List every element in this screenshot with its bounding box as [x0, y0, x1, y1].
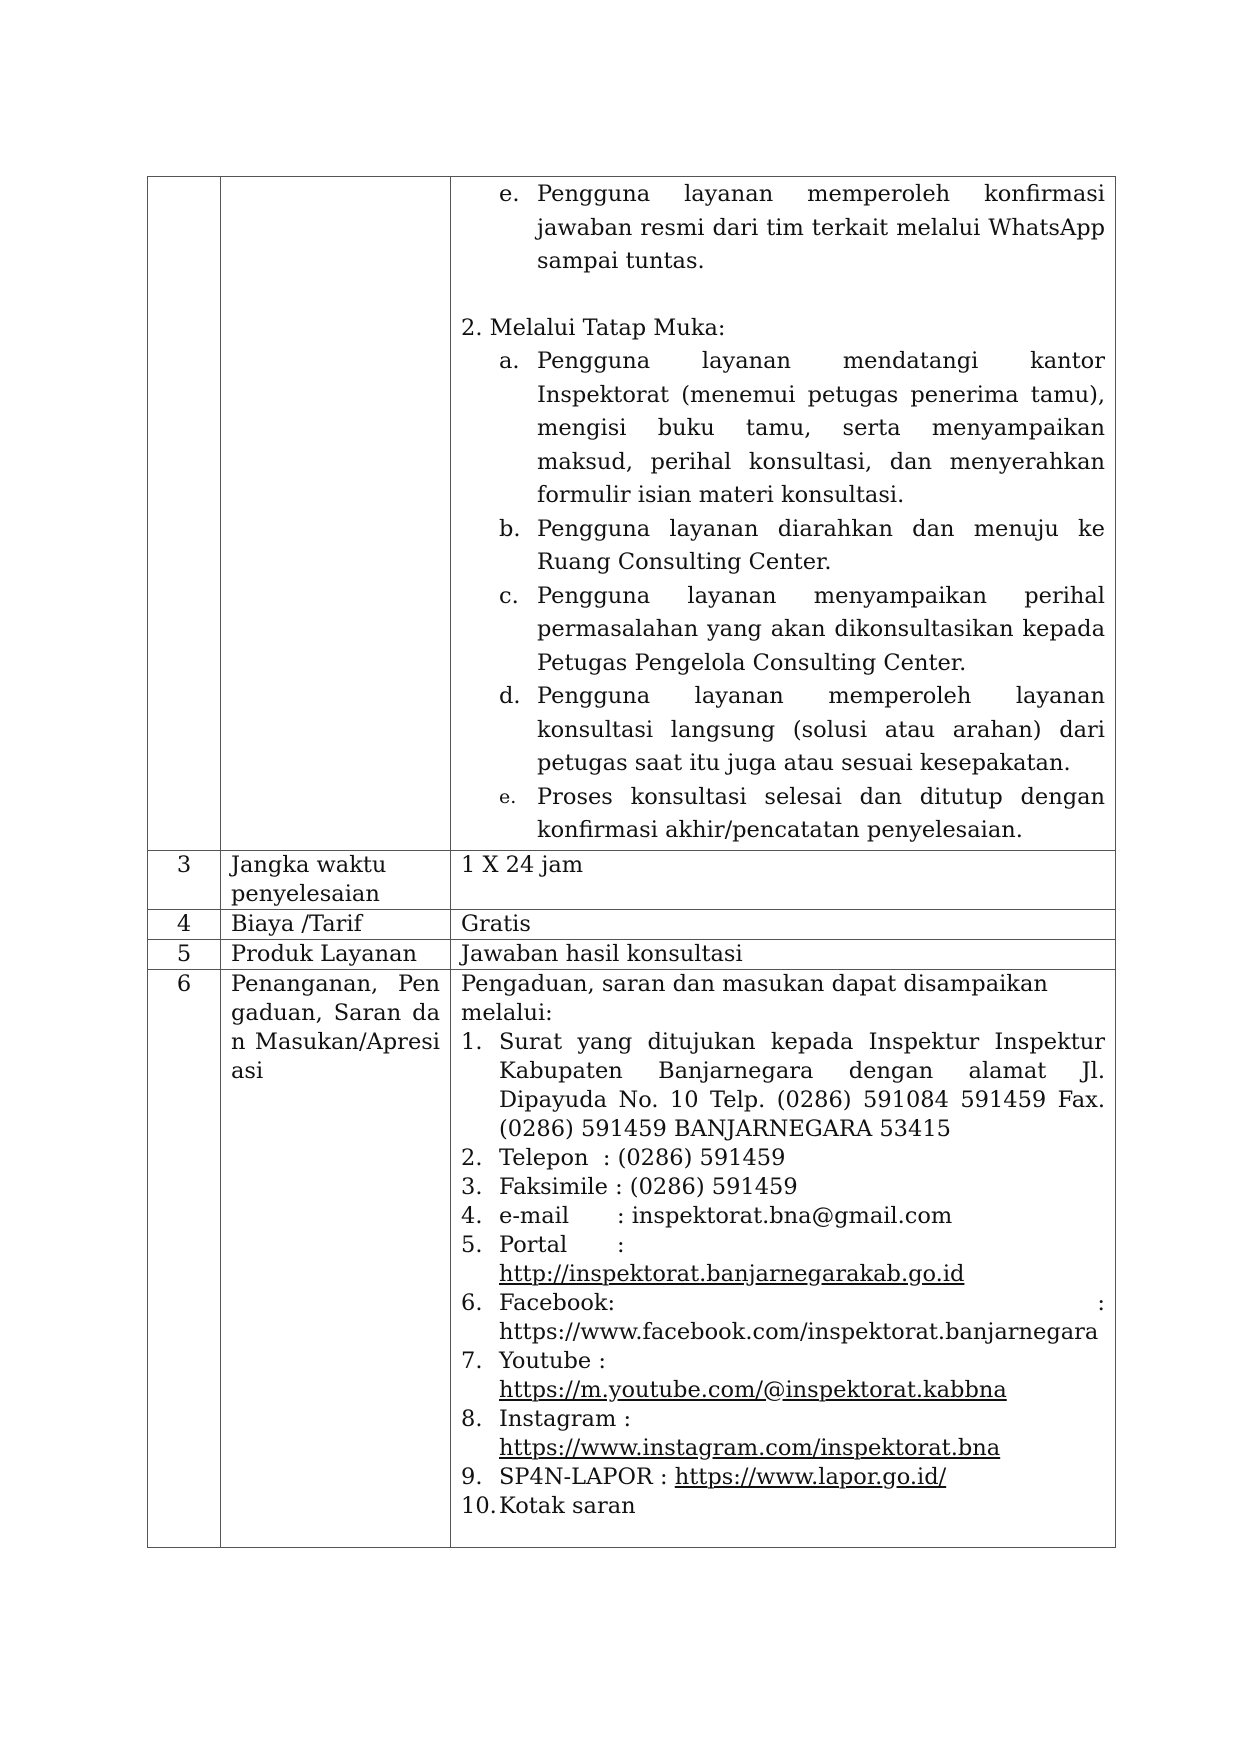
list-marker: 7.	[461, 1347, 483, 1374]
list-text: Pengguna layanan diarahkan dan menuju ke Ruang Consulting Center.	[537, 515, 1105, 575]
list-marker: e.	[499, 785, 517, 808]
list-item	[461, 1231, 1105, 1289]
channel-label: Youtube :	[499, 1347, 606, 1374]
list-marker: d.	[499, 683, 521, 709]
lapor-link[interactable]: https://www.lapor.go.id/	[674, 1463, 947, 1490]
list-item	[461, 1202, 1105, 1231]
list-text: Kotak saran	[499, 1492, 636, 1519]
cell-no: 3	[148, 850, 221, 909]
cell-value: Gratis	[451, 909, 1116, 939]
facebook-url: https://www.facebook.com/inspektorat.banjarnegara	[499, 1318, 1099, 1345]
channel-label: SP4N-LAPOR :	[499, 1463, 668, 1490]
list-text	[499, 1202, 1105, 1231]
tatap-muka-heading: 2. Melalui Tatap Muka:	[461, 314, 726, 341]
list-marker: 4.	[461, 1202, 483, 1229]
list-item	[499, 178, 1105, 279]
list-marker: 5.	[461, 1231, 483, 1258]
list-marker: 8.	[461, 1405, 483, 1432]
cell-label: Produk Layanan	[221, 939, 451, 969]
list-item	[461, 1173, 1105, 1202]
channel-label: Facebook:	[499, 1289, 616, 1316]
list-marker: 3.	[461, 1173, 483, 1200]
list-item	[499, 580, 1105, 681]
cell-no: 6	[148, 969, 221, 1547]
table-row-duration	[148, 850, 1116, 909]
separator: :	[1097, 1289, 1105, 1316]
list-item	[461, 1463, 1105, 1492]
channel-label: Portal	[499, 1231, 568, 1258]
list-marker: 10.	[461, 1492, 497, 1519]
channel-label: e-mail	[499, 1202, 570, 1229]
portal-link[interactable]: http://inspektorat.banjarnegarakab.go.id	[499, 1260, 965, 1287]
cell-label	[221, 969, 451, 1547]
list-item	[499, 680, 1105, 781]
list-item	[499, 345, 1105, 513]
list-text	[499, 1405, 1105, 1463]
list-text: Pengguna layanan memperoleh layanan konsultasi langsung (solusi atau arahan) dari petugas saat itu juga atau sesuai kesepakatan.	[537, 683, 1105, 776]
table-row-product	[148, 939, 1116, 969]
service-standard-table	[147, 176, 1116, 1548]
list-marker: 1.	[461, 1028, 483, 1055]
list-text: Pengguna layanan menyampaikan perihal permasalahan yang akan dikonsultasikan kepada Petugas Pengelola Consulting Center.	[537, 582, 1105, 676]
youtube-link[interactable]: https://m.youtube.com/@inspektorat.kabbna	[499, 1376, 1007, 1403]
list-text: Pengguna layanan memperoleh konfirmasi jawaban resmi dari tim terkait melalui WhatsApp sampai tuntas.	[537, 181, 1105, 274]
cell-procedure	[451, 177, 1116, 851]
list-marker: a.	[499, 348, 520, 374]
list-marker: 9.	[461, 1463, 483, 1490]
cell-no: 4	[148, 909, 221, 939]
list-item	[499, 781, 1105, 848]
list-item	[499, 513, 1105, 580]
separator: :	[617, 1231, 625, 1258]
email-address: : inspektorat.bna@gmail.com	[617, 1202, 953, 1229]
list-item	[461, 1347, 1105, 1405]
list-text	[499, 1231, 1105, 1289]
list-text	[499, 1347, 1105, 1405]
list-item	[461, 1144, 1105, 1173]
list-marker: 6.	[461, 1289, 483, 1316]
list-marker: 2.	[461, 1144, 483, 1171]
channel-label: Instagram :	[499, 1405, 632, 1432]
table-row-complaints	[148, 969, 1116, 1547]
list-text: Faksimile : (0286) 591459	[499, 1173, 798, 1200]
list-marker: c.	[499, 582, 519, 609]
cell-no: 5	[148, 939, 221, 969]
list-item	[461, 1405, 1105, 1463]
instagram-link[interactable]: https://www.instagram.com/inspektorat.bna	[499, 1434, 1001, 1461]
list-text: Telepon : (0286) 591459	[499, 1144, 786, 1171]
list-text	[499, 1289, 1105, 1347]
list-item	[461, 1492, 1105, 1521]
table-row-procedure-continued	[148, 177, 1116, 851]
cell-value: 1 X 24 jam	[451, 850, 1116, 909]
cell-value: Jawaban hasil konsultasi	[451, 939, 1116, 969]
table-row-fee	[148, 909, 1116, 939]
complaints-intro: Pengaduan, saran dan masukan dapat disampaikan melalui:	[461, 970, 1048, 1026]
list-item	[461, 1028, 1105, 1144]
cell-no-empty	[148, 177, 221, 851]
cell-complaint-channels	[451, 969, 1116, 1547]
list-text: Surat yang ditujukan kepada Inspektur Inspektur Kabupaten Banjarnegara dengan alamat Jl. Dipayuda No. 10 Telp. (0286) 591084 591459 Fax. (0286) 591459 BANJARNEGARA 53415	[499, 1028, 1105, 1142]
list-text: Proses konsultasi selesai dan ditutup dengan konfirmasi akhir/pencatatan penyelesaian.	[537, 783, 1105, 843]
cell-label: Jangka waktu penyelesaian	[221, 850, 451, 909]
complaints-label: Penanganan, Pengaduan, Saran dan Masukan/Apresiasi	[231, 970, 440, 1084]
list-marker: e.	[499, 181, 520, 207]
list-text	[499, 1463, 1105, 1492]
list-text: Pengguna layanan mendatangi kantor Inspektorat (menemui petugas penerima tamu), mengisi buku tamu, serta menyampaikan maksud, perihal konsultasi, dan menyerahkan formulir isian materi konsultasi.	[537, 348, 1105, 508]
list-marker: b.	[499, 515, 521, 542]
list-item	[461, 1289, 1105, 1347]
cell-label: Biaya /Tarif	[221, 909, 451, 939]
cell-label-empty	[221, 177, 451, 851]
